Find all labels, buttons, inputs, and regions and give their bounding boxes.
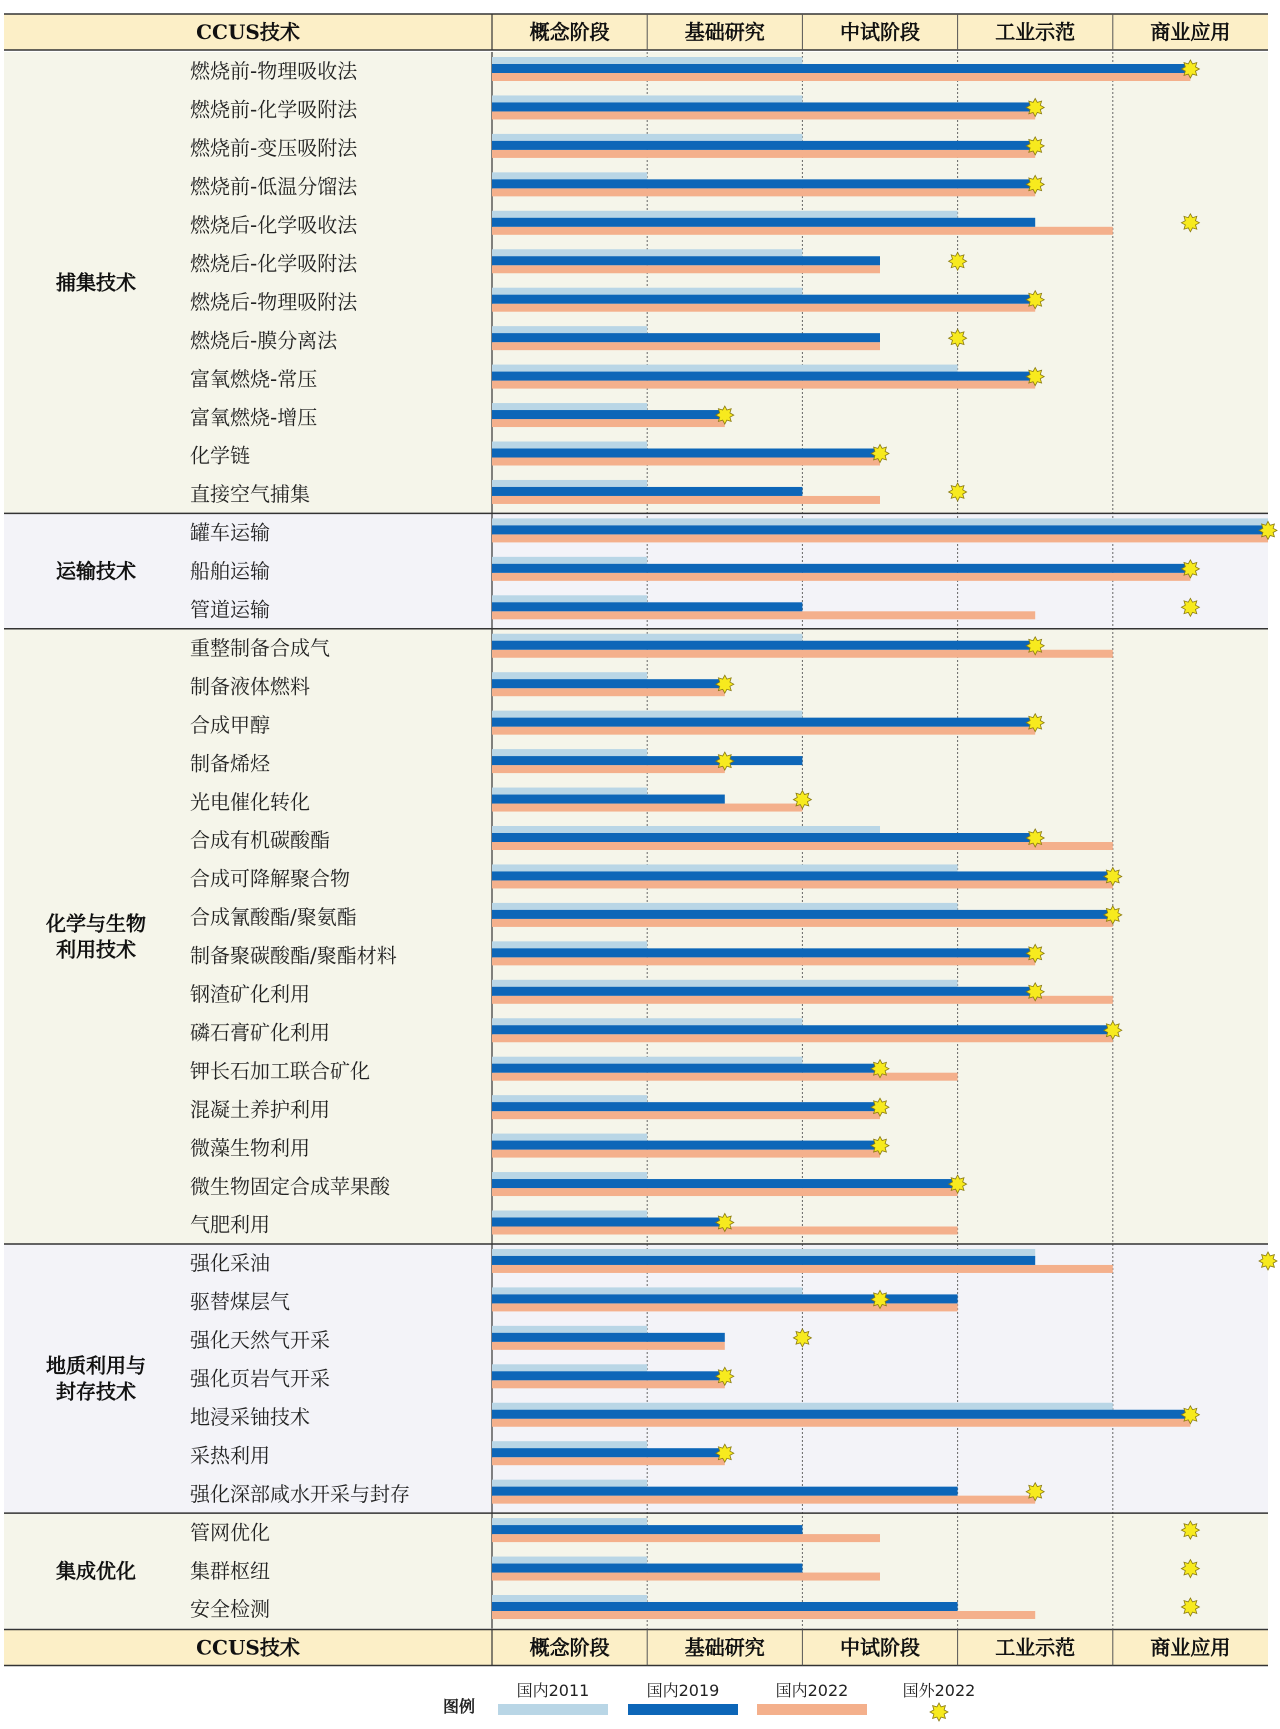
- row-label: 气肥利用: [190, 1212, 270, 1237]
- row-label: 重整制备合成气: [190, 635, 330, 660]
- bar-cn2022: [492, 1342, 725, 1350]
- footer-label-col: CCUS技术: [196, 1635, 300, 1660]
- star-foreign2022: [949, 329, 967, 347]
- star-foreign2022: [871, 1098, 889, 1116]
- bar-cn2022: [492, 804, 802, 812]
- bar-cn2019: [492, 833, 1035, 842]
- row-label: 制备烯烃: [190, 751, 270, 776]
- row-label: 燃烧前-变压吸附法: [190, 136, 358, 161]
- bar-cn2019: [492, 1102, 880, 1111]
- bar-cn2022: [492, 1073, 958, 1081]
- star-foreign2022: [1259, 521, 1277, 539]
- bar-cn2019: [492, 1218, 725, 1227]
- bar-cn2022: [492, 458, 880, 466]
- bar-cn2022: [492, 688, 725, 696]
- row-label: 混凝土养护利用: [190, 1097, 330, 1122]
- star-foreign2022: [1181, 1560, 1199, 1578]
- bar-cn2022: [492, 111, 1035, 119]
- row-label: 合成可降解聚合物: [190, 866, 350, 891]
- star-foreign2022: [1026, 1483, 1044, 1501]
- bar-cn2019: [492, 756, 802, 765]
- bar-cn2022: [492, 1303, 958, 1311]
- star-foreign2022: [1181, 1406, 1199, 1424]
- bar-cn2019: [492, 1448, 725, 1457]
- row-label: 燃烧后-化学吸收法: [190, 213, 358, 238]
- bar-cn2019: [492, 333, 880, 342]
- star-foreign2022: [871, 1290, 889, 1308]
- bar-cn2022: [492, 880, 1113, 888]
- bar-cn2022: [492, 1188, 958, 1196]
- bar-cn2019: [492, 1025, 1113, 1034]
- row-label: 富氧燃烧-增压: [190, 405, 318, 430]
- bar-cn2019: [492, 602, 802, 611]
- bar-cn2019: [492, 256, 880, 265]
- row-label: 合成氰酸酯/聚氨酯: [190, 905, 357, 930]
- bar-cn2019: [492, 679, 725, 688]
- bar-cn2022: [492, 1573, 880, 1581]
- row-label: 强化采油: [190, 1251, 270, 1276]
- bar-cn2022: [492, 1457, 725, 1465]
- header-stage-label: 中试阶段: [840, 20, 920, 44]
- bar-cn2022: [492, 957, 1035, 965]
- footer-stage-label: 工业示范: [995, 1635, 1076, 1660]
- bar-cn2019: [492, 1525, 802, 1534]
- row-label: 燃烧前-物理吸收法: [190, 59, 358, 84]
- row-label: 磷石膏矿化利用: [190, 1020, 330, 1045]
- bar-cn2019: [492, 564, 1190, 573]
- bar-cn2022: [492, 496, 880, 504]
- header-stage-label: 概念阶段: [529, 20, 610, 44]
- bar-cn2019: [492, 795, 725, 804]
- legend-label-foreign2022: 国外2022: [902, 1681, 976, 1700]
- bar-cn2022: [492, 727, 1035, 735]
- bar-cn2019: [492, 295, 1035, 304]
- footer-stage-label: 商业应用: [1150, 1635, 1231, 1660]
- bar-cn2019: [492, 372, 1035, 381]
- legend-title: 图例: [442, 1697, 476, 1716]
- group-label: 地质利用与: [46, 1353, 146, 1378]
- row-label: 罐车运输: [190, 520, 270, 545]
- star-foreign2022: [716, 1367, 734, 1385]
- bar-cn2019: [492, 871, 1113, 880]
- bar-cn2022: [492, 150, 1035, 158]
- bar-cn2022: [492, 265, 880, 273]
- bar-cn2022: [492, 611, 1035, 619]
- row-label: 合成有机碳酸酯: [190, 828, 330, 853]
- bar-cn2019: [492, 141, 1035, 150]
- header-stage-label: 工业示范: [995, 20, 1076, 44]
- row-label: 钢渣矿化利用: [190, 982, 310, 1007]
- bar-cn2019: [492, 1333, 725, 1342]
- star-foreign2022: [1026, 637, 1044, 655]
- legend-swatch-cn2011: [498, 1704, 608, 1715]
- row-label: 微藻生物利用: [190, 1135, 310, 1160]
- bar-cn2022: [492, 304, 1035, 312]
- row-label: 燃烧后-膜分离法: [190, 328, 338, 353]
- row-label: 燃烧后-化学吸附法: [190, 251, 358, 276]
- bar-cn2022: [492, 188, 1035, 196]
- row-label: 制备液体燃料: [190, 674, 310, 699]
- bar-cn2022: [492, 1111, 880, 1119]
- header-label-col: CCUS技术: [196, 20, 300, 44]
- bar-cn2019: [492, 525, 1268, 534]
- star-foreign2022: [1026, 175, 1044, 193]
- row-label: 钾长石加工联合矿化: [190, 1058, 370, 1083]
- bar-cn2022: [492, 419, 725, 427]
- bar-cn2022: [492, 342, 880, 350]
- bar-cn2019: [492, 64, 1190, 73]
- star-foreign2022: [716, 752, 734, 770]
- star-foreign2022: [871, 445, 889, 463]
- legend-star-foreign2022: [930, 1703, 948, 1721]
- row-label: 强化页岩气开采: [190, 1366, 330, 1391]
- bar-cn2019: [492, 449, 880, 458]
- bar-cn2022: [492, 1496, 1035, 1504]
- legend-label-cn2011: 国内2011: [516, 1681, 590, 1700]
- bar-cn2019: [492, 1410, 1190, 1419]
- star-foreign2022: [1181, 598, 1199, 616]
- star-foreign2022: [1181, 1598, 1199, 1616]
- bar-cn2022: [492, 1150, 880, 1158]
- row-label: 驱替煤层气: [190, 1289, 290, 1314]
- bar-cn2019: [492, 487, 802, 496]
- row-label: 管网优化: [190, 1520, 270, 1545]
- bar-cn2019: [492, 410, 725, 419]
- legend-swatch-cn2019: [628, 1704, 738, 1715]
- group-label: 捕集技术: [56, 270, 136, 295]
- row-label: 采热利用: [190, 1443, 270, 1468]
- bar-cn2019: [492, 948, 1035, 957]
- bar-cn2019: [492, 1371, 725, 1380]
- star-foreign2022: [949, 252, 967, 270]
- row-label: 燃烧前-化学吸附法: [190, 97, 358, 122]
- star-foreign2022: [716, 675, 734, 693]
- footer-stage-label: 中试阶段: [840, 1635, 920, 1660]
- bar-cn2019: [492, 1141, 880, 1150]
- legend-label-cn2022: 国内2022: [775, 1681, 849, 1700]
- star-foreign2022: [1026, 99, 1044, 117]
- star-foreign2022: [1181, 1521, 1199, 1539]
- bar-cn2019: [492, 1256, 1035, 1265]
- bar-cn2022: [492, 573, 1190, 581]
- bar-cn2022: [492, 1419, 1190, 1427]
- bar-cn2022: [492, 1380, 725, 1388]
- row-label: 燃烧后-物理吸附法: [190, 289, 358, 314]
- footer-stage-label: 基础研究: [684, 1635, 765, 1660]
- bar-cn2019: [492, 1064, 880, 1073]
- header-stage-label: 基础研究: [684, 20, 765, 44]
- star-foreign2022: [1026, 829, 1044, 847]
- bar-cn2019: [492, 1564, 802, 1573]
- bar-cn2019: [492, 1487, 958, 1496]
- row-label: 船舶运输: [190, 559, 270, 584]
- bar-cn2019: [492, 641, 1035, 650]
- star-foreign2022: [793, 1329, 811, 1347]
- bar-cn2022: [492, 996, 1113, 1004]
- bar-cn2022: [492, 1034, 1113, 1042]
- star-foreign2022: [1181, 60, 1199, 78]
- star-foreign2022: [1026, 368, 1044, 386]
- row-label: 强化天然气开采: [190, 1328, 330, 1353]
- bar-cn2022: [492, 842, 1113, 850]
- star-foreign2022: [1104, 906, 1122, 924]
- legend-swatch-cn2022: [757, 1704, 867, 1715]
- row-label: 光电催化转化: [190, 789, 310, 814]
- star-foreign2022: [716, 1214, 734, 1232]
- star-foreign2022: [1104, 1021, 1122, 1039]
- group-label: 化学与生物: [46, 911, 146, 936]
- bar-cn2019: [492, 718, 1035, 727]
- header-band: [4, 14, 1268, 50]
- row-label: 管道运输: [190, 597, 270, 622]
- star-foreign2022: [1259, 1252, 1277, 1270]
- bar-cn2022: [492, 1265, 1113, 1273]
- group-label: 利用技术: [56, 937, 136, 962]
- row-label: 直接空气捕集: [190, 482, 310, 507]
- bar-cn2019: [492, 218, 1035, 227]
- bar-cn2019: [492, 1602, 958, 1611]
- star-foreign2022: [1181, 560, 1199, 578]
- star-foreign2022: [1181, 214, 1199, 232]
- row-label: 微生物固定合成苹果酸: [190, 1174, 390, 1199]
- bar-cn2022: [492, 227, 1113, 235]
- row-label: 集群枢纽: [190, 1558, 270, 1583]
- group-label: 运输技术: [56, 559, 136, 584]
- group-label: 封存技术: [56, 1379, 136, 1404]
- footer-stage-label: 概念阶段: [529, 1635, 610, 1660]
- star-foreign2022: [949, 1175, 967, 1193]
- row-label: 制备聚碳酸酯/聚酯材料: [190, 943, 397, 968]
- star-foreign2022: [1104, 868, 1122, 886]
- bar-cn2022: [492, 534, 1268, 542]
- star-foreign2022: [793, 791, 811, 809]
- bar-cn2022: [492, 1534, 880, 1542]
- bar-cn2019: [492, 102, 1035, 111]
- star-foreign2022: [1026, 983, 1044, 1001]
- row-label: 富氧燃烧-常压: [190, 366, 318, 391]
- footer-band: [4, 1629, 1268, 1665]
- header-stage-label: 商业应用: [1150, 20, 1231, 44]
- bar-cn2019: [492, 179, 1035, 188]
- star-foreign2022: [1026, 137, 1044, 155]
- legend-label-cn2019: 国内2019: [646, 1681, 720, 1700]
- row-label: 地浸采铀技术: [190, 1404, 310, 1429]
- bar-cn2019: [492, 1179, 958, 1188]
- star-foreign2022: [1026, 291, 1044, 309]
- star-foreign2022: [716, 406, 734, 424]
- row-label: 燃烧前-低温分馏法: [190, 174, 358, 199]
- row-label: 安全检测: [190, 1597, 270, 1622]
- star-foreign2022: [949, 483, 967, 501]
- star-foreign2022: [871, 1060, 889, 1078]
- group-label: 集成优化: [56, 1558, 136, 1583]
- star-foreign2022: [716, 1444, 734, 1462]
- bar-cn2022: [492, 381, 1035, 389]
- row-label: 强化深部咸水开采与封存: [190, 1481, 410, 1506]
- star-foreign2022: [1026, 714, 1044, 732]
- bar-cn2019: [492, 987, 1035, 996]
- bar-cn2022: [492, 650, 1113, 658]
- star-foreign2022: [1026, 944, 1044, 962]
- star-foreign2022: [871, 1137, 889, 1155]
- row-label: 合成甲醇: [190, 712, 270, 737]
- bar-cn2019: [492, 910, 1113, 919]
- bar-cn2022: [492, 765, 725, 773]
- bar-cn2022: [492, 1611, 1035, 1619]
- bar-cn2022: [492, 919, 1113, 927]
- row-label: 化学链: [190, 443, 250, 468]
- bar-cn2022: [492, 73, 1190, 81]
